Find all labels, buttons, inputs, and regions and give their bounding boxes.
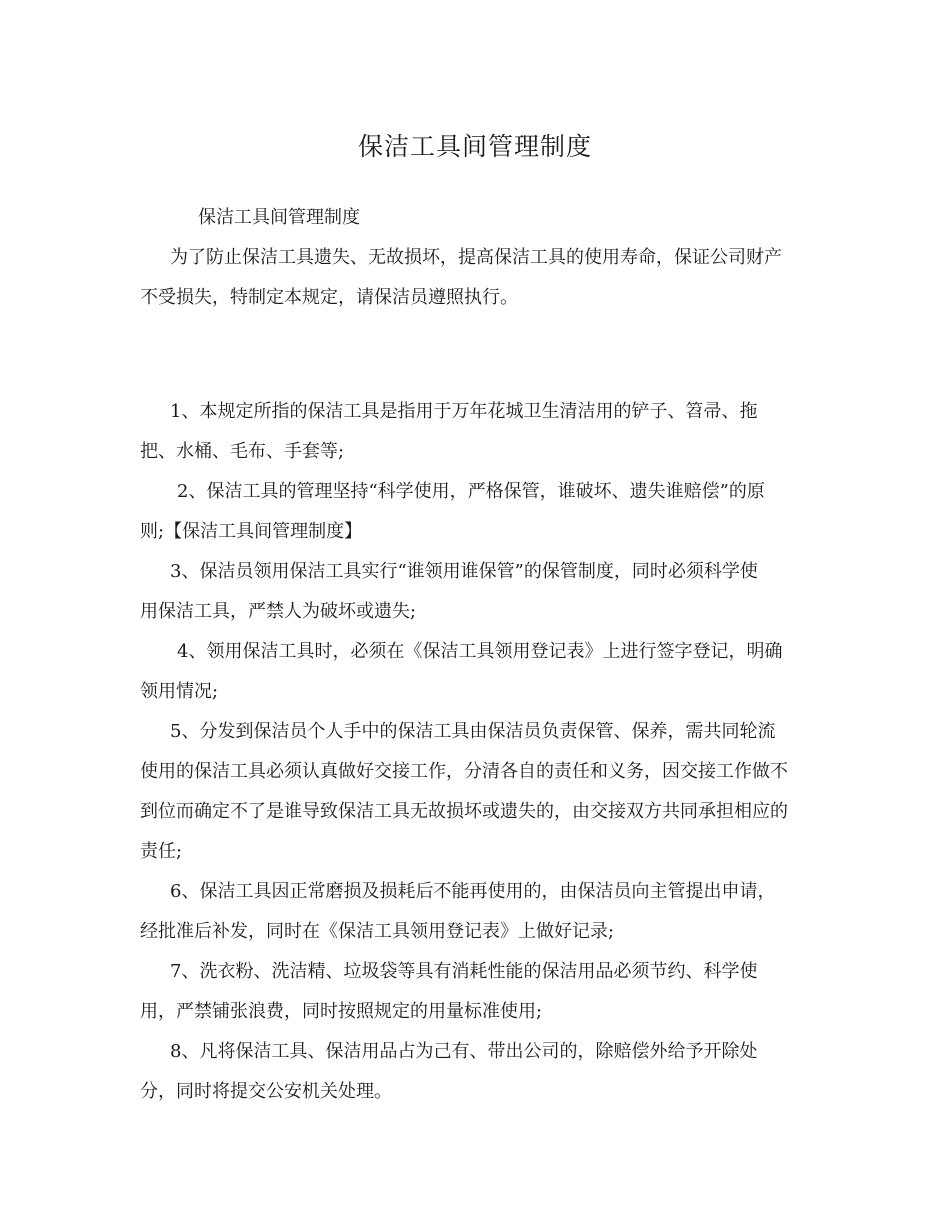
rule-line: 分，同时将提交公安机关处理。	[140, 1081, 392, 1102]
rule-item-2	[140, 472, 830, 552]
intro-line: 不受损失，特制定本规定，请保洁员遵照执行。	[140, 287, 518, 308]
rule-line: 2、保洁工具的管理坚持“科学使用，严格保管，谁破坏、遗失谁赔偿”的原	[177, 481, 765, 502]
paragraph-gap	[140, 318, 830, 392]
rule-line: 1、本规定所指的保洁工具是指用于万年花城卫生清洁用的铲子、笤帚、拖	[170, 401, 758, 422]
rule-item-3	[140, 552, 830, 632]
rule-item-5	[140, 712, 830, 872]
intro-line: 为了防止保洁工具遗失、无故损坏，提高保洁工具的使用寿命，保证公司财产	[170, 247, 782, 268]
rule-item-4	[140, 632, 830, 712]
rule-item-6	[140, 872, 830, 952]
rule-line: 经批准后补发，同时在《保洁工具领用登记表》上做好记录;	[140, 921, 615, 942]
rule-line: 领用情况;	[140, 681, 219, 702]
rule-item-8	[140, 1032, 830, 1112]
rule-item-7	[140, 952, 830, 1032]
rule-line: 则;【保洁工具间管理制度】	[140, 521, 363, 542]
intro-paragraph	[140, 238, 830, 318]
rule-line: 用保洁工具，严禁人为破坏或遗失;	[140, 601, 417, 622]
rule-line: 6、保洁工具因正常磨损及损耗后不能再使用的，由保洁员向主管提出申请，	[170, 881, 776, 902]
rule-line: 用，严禁铺张浪费，同时按照规定的用量标准使用;	[140, 1001, 543, 1022]
rule-line: 4、领用保洁工具时，必须在《保洁工具领用登记表》上进行签字登记，明确	[177, 641, 783, 662]
document-body	[140, 198, 830, 1112]
rule-line: 8、凡将保洁工具、保洁用品占为己有、带出公司的，除赔偿外给予开除处	[170, 1041, 758, 1062]
rule-line: 责任;	[140, 841, 183, 862]
rule-line: 使用的保洁工具必须认真做好交接工作，分清各自的责任和义务，因交接工作做不	[140, 761, 788, 782]
document-title: 保洁工具间管理制度	[357, 132, 592, 161]
rule-line: 5、分发到保洁员个人手中的保洁工具由保洁员负责保管、保养，需共同轮流	[170, 721, 776, 742]
rule-line: 把、水桶、毛布、手套等;	[140, 441, 345, 462]
rule-item-1	[140, 392, 830, 472]
rule-line: 到位而确定不了是谁导致保洁工具无故损坏或遗失的，由交接双方共同承担相应的	[140, 801, 788, 822]
document-subtitle: 保洁工具间管理制度	[198, 207, 360, 228]
rule-line: 3、保洁员领用保洁工具实行“谁领用谁保管”的保管制度，同时必须科学使	[170, 561, 758, 582]
rule-line: 7、洗衣粉、洗洁精、垃圾袋等具有消耗性能的保洁用品必须节约、科学使	[170, 961, 758, 982]
